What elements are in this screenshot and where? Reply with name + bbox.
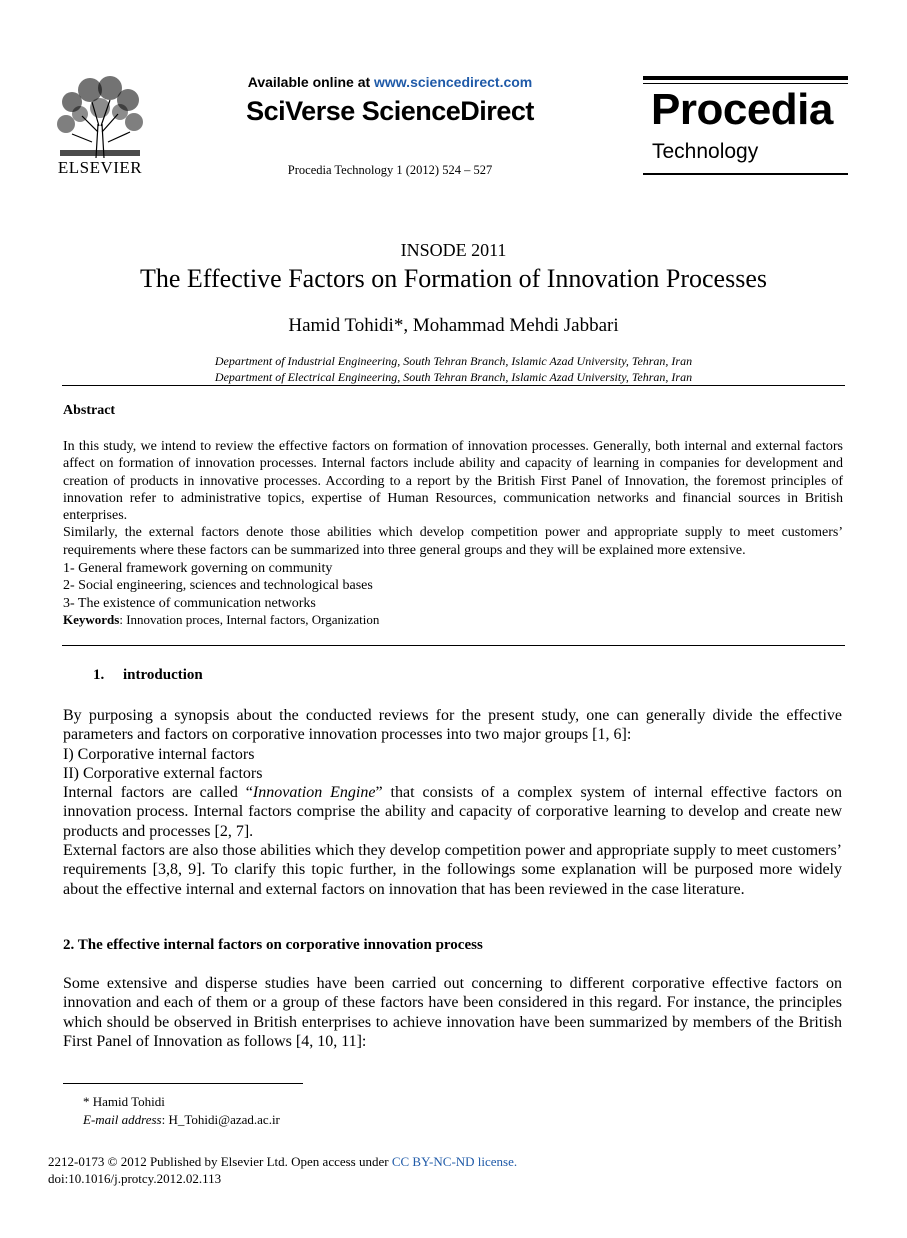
footnote-email: [83, 1112, 280, 1128]
abstract-paragraph-1: In this study, we intend to review the effective factors on formation of innovation processes. Generally, both internal and external factors affect on formation of innovation processes. Internal factors include ability and capacity of learning in companies for development and creation of products in innovative processes. According to a report by the British First Panel of Innovation, the foremost principles of innovation refer to administrative topics, expertise of Human Resources, communication networks and financial sources in British enterprises.: [63, 439, 843, 524]
license-link[interactable]: CC BY-NC-ND license.: [391, 1154, 518, 1169]
affiliation-2: Department of Electrical Engineering, South Tehran Branch, Islamic Azad University, Tehran, Iran: [214, 370, 693, 384]
section-number: 1.: [93, 667, 105, 683]
list-item: II) Corporative external factors: [63, 764, 263, 782]
emphasis: Innovation Engine: [252, 784, 376, 802]
footnote-divider: [63, 1083, 303, 1084]
issn-text: 2212-0173 © 2012 Published by Elsevier Ltd. Open access under: [48, 1154, 392, 1169]
section-2-heading: 2. The effective internal factors on corporative innovation process: [63, 937, 483, 953]
text-run: Internal factors are called “: [63, 784, 253, 802]
publisher-name: ELSEVIER: [57, 158, 143, 177]
abstract-divider: [62, 645, 845, 646]
available-prefix: Available online at: [247, 74, 371, 90]
brand-top-rule: [643, 76, 848, 80]
list-item: 1- General framework governing on community: [63, 561, 333, 576]
procedia-brand: [643, 76, 848, 177]
brand-top-thin-rule: [643, 83, 848, 84]
availability-line: [200, 74, 580, 90]
tree-icon: [52, 72, 148, 160]
footnote-author: * Hamid Tohidi: [83, 1094, 165, 1109]
conference-name: INSODE 2011: [400, 240, 507, 260]
list-item: I) Corporative internal factors: [63, 745, 255, 763]
paper-title: The Effective Factors on Formation of Innovation Processes: [140, 264, 767, 293]
section-1-body: [63, 706, 842, 899]
paragraph: [63, 783, 842, 841]
abstract-paragraph: [63, 438, 843, 559]
email-value: : H_Tohidi@azad.ac.ir: [161, 1112, 280, 1127]
abstract-paragraph-2: Similarly, the external factors denote those abilities which develop competition power and appropriate supply to meet customers’ requirements where these factors can be summarized into three general groups and they will be explained more extensive.: [63, 525, 843, 558]
text-run: ” that consists of a complex system of internal effective factors on innovation process. Internal factors comprise the ability and capacity of corporative learning to develop and create new products and processes [2, 7].: [63, 784, 843, 840]
affiliation-1: Department of Industrial Engineering, South Tehran Branch, Islamic Azad University, Tehran, Iran: [214, 354, 693, 368]
list-item: 3- The existence of communication networks: [63, 595, 316, 611]
brand-bottom-rule: [643, 173, 848, 175]
section-2-body: Some extensive and disperse studies have been carried out concerning to different corporative effective factors on innovation and each of them or a group of these factors have been considered in this regard. For instance, the principles which should be observed in British enterprises to achieve innovation have been summarized by members of the British First Panel of Innovation as follows [4, 10, 11]:: [63, 975, 842, 1050]
doi-line: doi:10.1016/j.protcy.2012.02.113: [48, 1171, 222, 1186]
section-1-heading: [93, 667, 203, 684]
copyright-line: [48, 1154, 517, 1170]
abstract-heading: Abstract: [63, 403, 116, 418]
section-title: introduction: [123, 667, 203, 683]
keywords-label: Keywords: [63, 612, 120, 627]
email-label: E-mail address: [83, 1112, 162, 1127]
journal-reference: Procedia Technology 1 (2012) 524 – 527: [287, 163, 493, 177]
keywords-values: : Innovation proces, Internal factors, Organization: [119, 612, 380, 627]
keywords-line: [63, 612, 843, 628]
author-list: Hamid Tohidi*, Mohammad Mehdi Jabbari: [288, 315, 619, 336]
paragraph: By purposing a synopsis about the conducted reviews for the present study, one can generally divide the effective parameters and factors on corporative innovation processes into two major groups [1, 6]:: [63, 707, 842, 744]
sciencedirect-link[interactable]: www.sciencedirect.com: [374, 74, 533, 90]
abstract-list: [63, 560, 843, 612]
list-item: 2- Social engineering, sciences and technological bases: [63, 578, 373, 594]
brand-subtitle: Technology: [652, 140, 759, 163]
paragraph: External factors are also those abilities which they develop competition power and appropriate supply to meet customers’ requirements [3,8, 9]. To clarify this topic further, in the followings some explanation will be purposed more widely about the effective internal and external factors on innovation that has been reviewed in the case literature.: [63, 842, 842, 898]
platform-logo-text: SciVerse ScienceDirect: [246, 96, 534, 126]
brand-title: Procedia: [651, 85, 833, 134]
title-divider: [62, 385, 845, 386]
